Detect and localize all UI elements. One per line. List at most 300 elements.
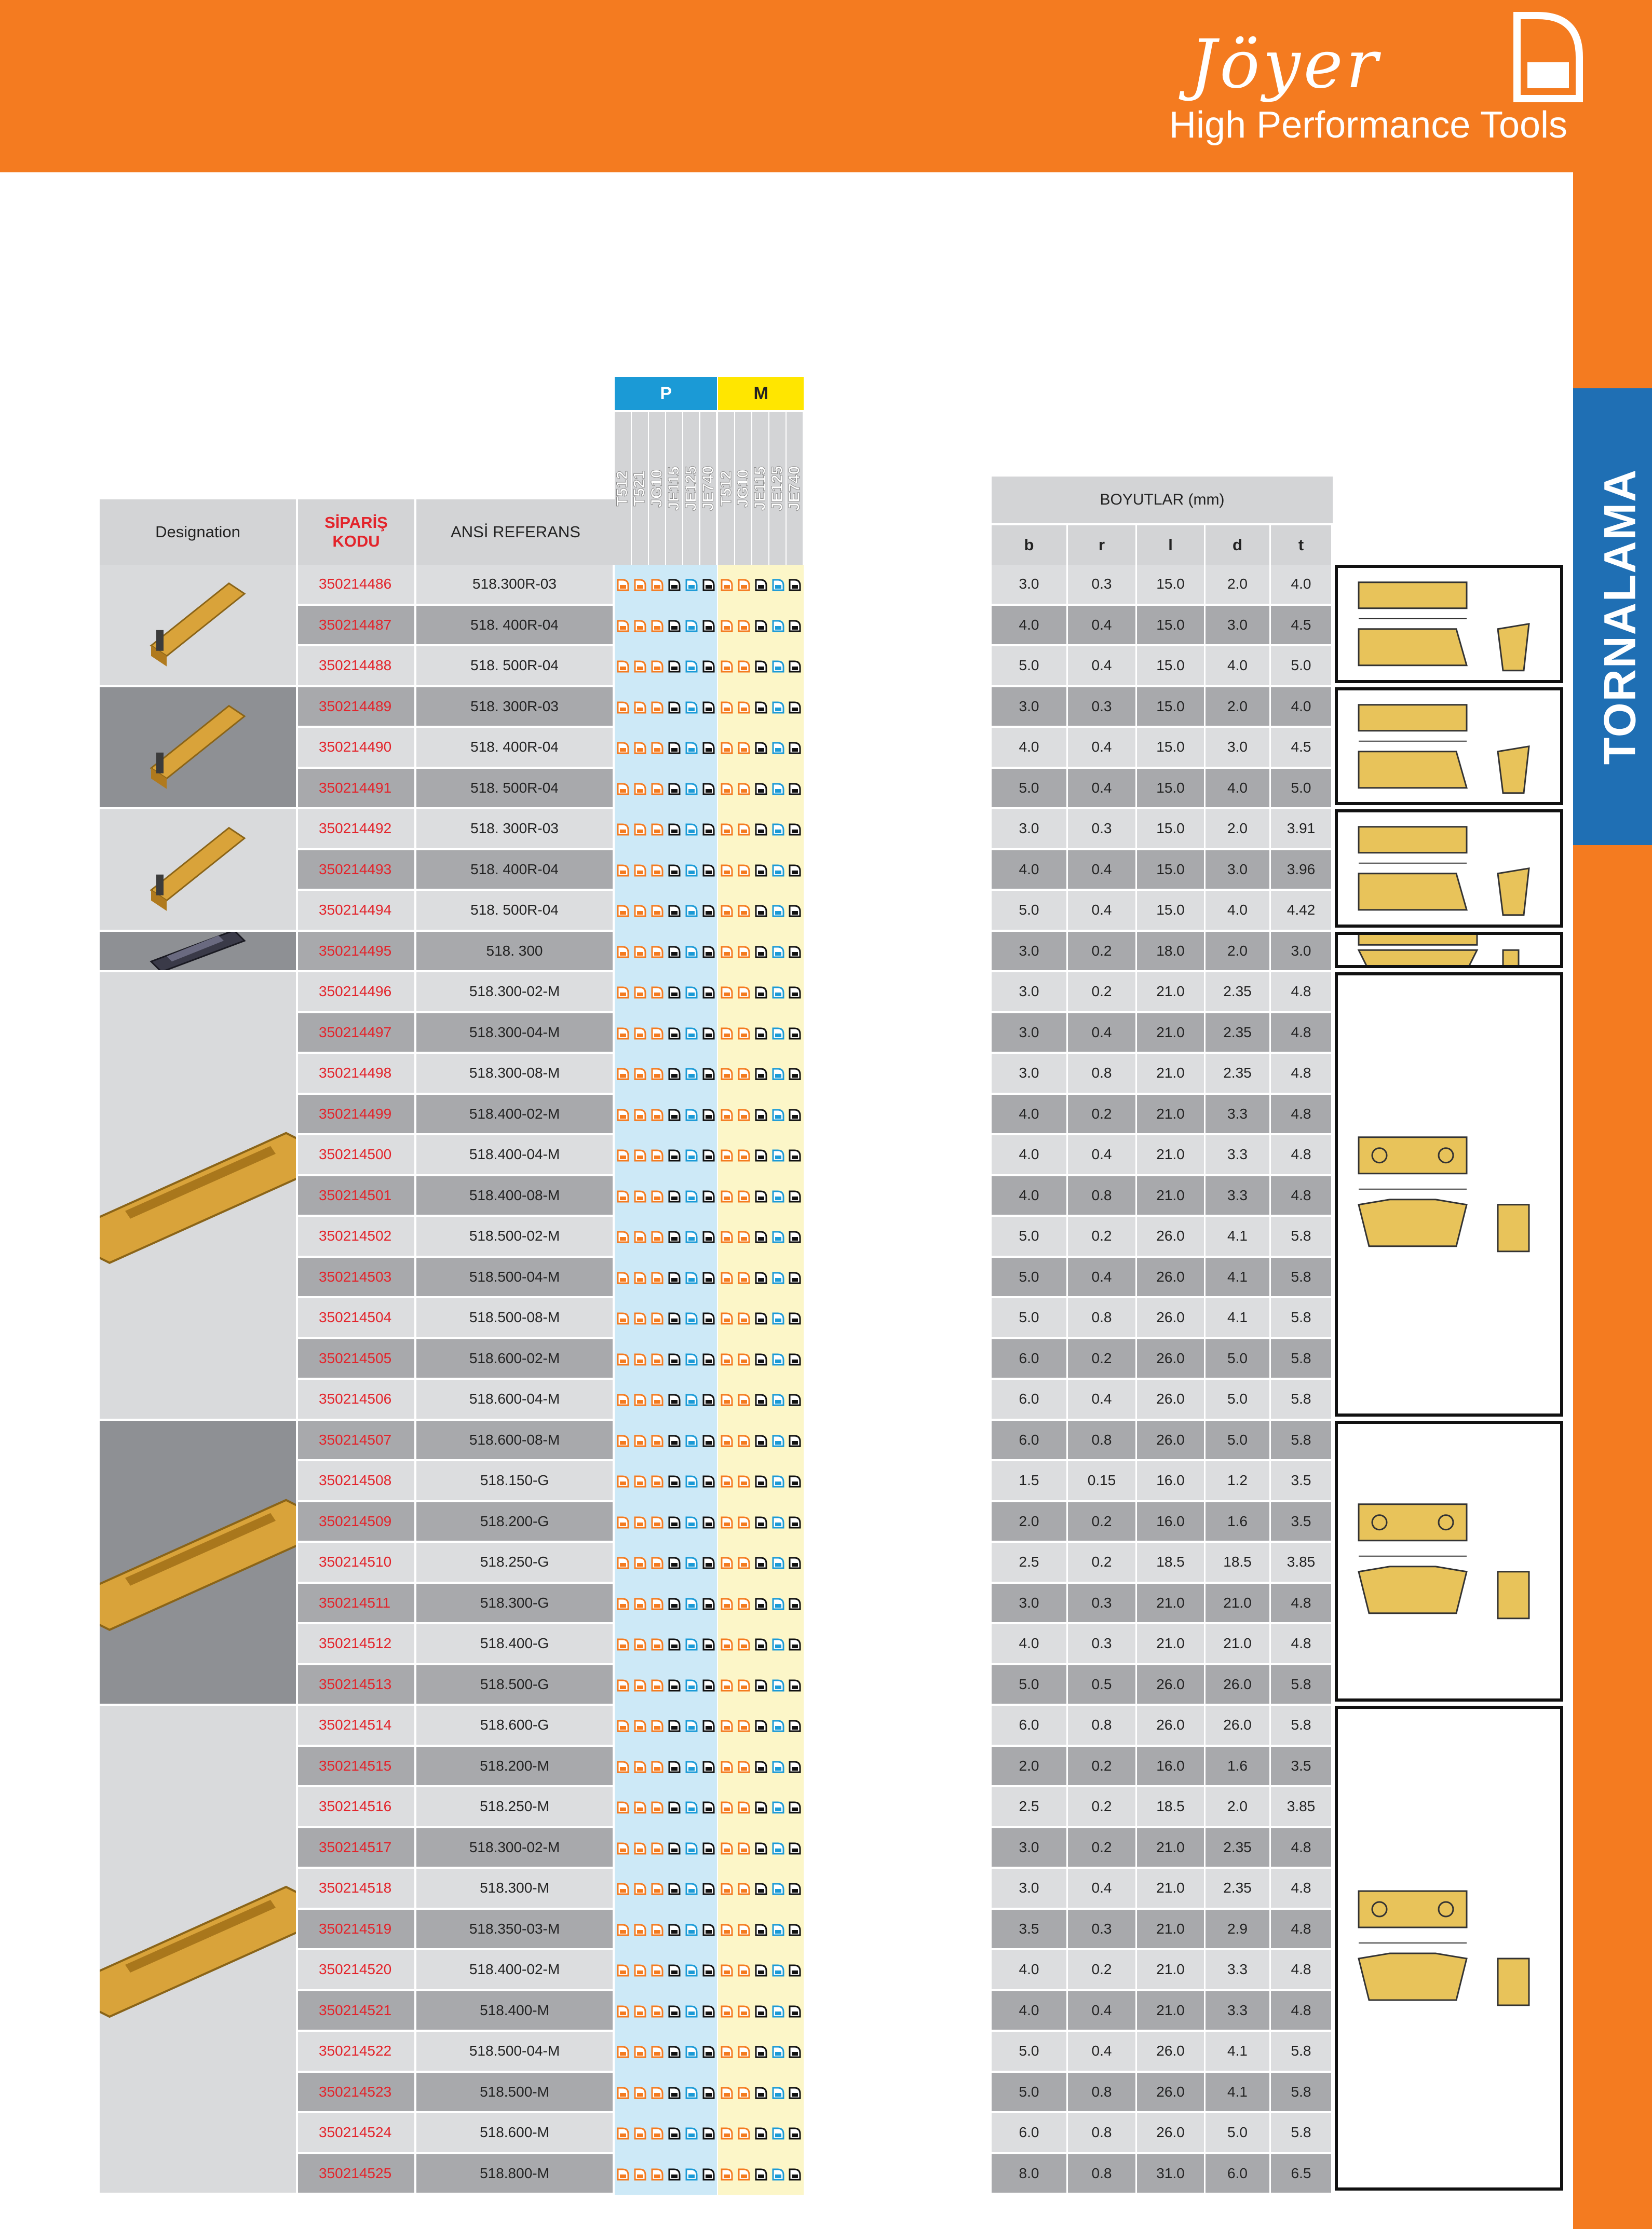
dim-l-cell: 18.5 <box>1137 1543 1204 1582</box>
dim-b-cell: 5.0 <box>992 2032 1066 2071</box>
insert-drawing <box>100 972 296 1419</box>
grade-insert-icon <box>721 1394 733 1406</box>
grade-insert-icon <box>617 1598 629 1610</box>
grade-insert-icon <box>685 1720 698 1732</box>
grade-insert-icon <box>755 905 767 917</box>
grade-insert-icon <box>738 1475 750 1488</box>
order-code-cell: 350214521 <box>298 1991 414 2030</box>
grade-insert-icon <box>789 1720 801 1732</box>
grade-insert-icon <box>721 1475 733 1488</box>
grade-insert-icon <box>685 1801 698 1814</box>
dim-d-cell: 1.6 <box>1206 1747 1269 1786</box>
dimension-diagram-6 <box>1335 1421 1563 1702</box>
grade-insert-icon <box>634 579 646 591</box>
ansi-reference-cell: 518.150-G <box>416 1461 613 1500</box>
grade-insert-icon <box>755 1842 767 1855</box>
grade-insert-icon <box>789 1638 801 1651</box>
grade-insert-icon <box>685 986 698 999</box>
grade-insert-icon <box>789 2127 801 2140</box>
grade-insert-icon <box>721 1149 733 1162</box>
grade-insert-icon <box>651 2046 663 2058</box>
grade-insert-icon <box>651 905 663 917</box>
order-code-cell: 350214522 <box>298 2032 414 2071</box>
grade-insert-icon <box>668 2046 681 2058</box>
grade-insert-icon <box>755 1964 767 1977</box>
grade-insert-icon <box>738 1435 750 1447</box>
dim-b-cell: 3.0 <box>992 972 1066 1011</box>
grade-insert-icon <box>685 1109 698 1121</box>
grade-insert-icon <box>738 620 750 632</box>
dim-b-cell: 5.0 <box>992 1258 1066 1297</box>
grade-insert-icon <box>789 783 801 795</box>
grade-insert-icon <box>738 1272 750 1284</box>
dim-r-cell: 0.2 <box>1068 1502 1135 1541</box>
dim-t-cell: 4.8 <box>1271 1828 1331 1867</box>
order-code-cell: 350214502 <box>298 1217 414 1256</box>
dim-r-cell: 0.4 <box>1068 2032 1135 2071</box>
dim-b-cell: 4.0 <box>992 1176 1066 1215</box>
order-code-cell: 350214510 <box>298 1543 414 1582</box>
grade-insert-icon <box>789 2168 801 2181</box>
dimension-drawing <box>1338 1709 1560 2187</box>
grade-header-jg10-m <box>735 412 751 565</box>
dim-t-cell: 4.8 <box>1271 1054 1331 1093</box>
dim-b-cell: 4.0 <box>992 1135 1066 1174</box>
grade-insert-icon <box>738 1679 750 1692</box>
grade-insert-icon <box>617 1068 629 1080</box>
grade-insert-icon <box>755 1557 767 1569</box>
grade-insert-icon <box>668 1761 681 1773</box>
grade-insert-icon <box>738 2127 750 2140</box>
grade-insert-icon <box>772 1638 784 1651</box>
dim-r-cell: 0.4 <box>1068 1991 1135 2030</box>
grade-header-t512-p <box>615 412 631 565</box>
grade-insert-icon <box>738 2046 750 2058</box>
dimension-drawing <box>1338 975 1560 1413</box>
dim-t-cell: 5.8 <box>1271 1217 1331 1256</box>
grade-insert-icon <box>617 783 629 795</box>
grade-insert-icon <box>668 905 681 917</box>
order-code-cell: 350214517 <box>298 1828 414 1867</box>
grade-insert-icon <box>789 823 801 836</box>
grade-insert-icon <box>685 1435 698 1447</box>
grade-insert-icon <box>634 2127 646 2140</box>
grade-insert-icon <box>789 701 801 714</box>
grade-insert-icon <box>617 1109 629 1121</box>
grade-insert-icon <box>668 1312 681 1325</box>
dim-b-cell: 3.0 <box>992 809 1066 848</box>
grade-insert-icon <box>651 946 663 958</box>
grade-insert-icon <box>789 660 801 673</box>
ansi-reference-cell: 518.500-08-M <box>416 1298 613 1337</box>
dim-t-cell: 5.8 <box>1271 1339 1331 1378</box>
grade-header-je115-m <box>752 412 768 565</box>
order-code-cell: 350214501 <box>298 1176 414 1215</box>
insert-image-6 <box>100 1421 296 1704</box>
dim-r-cell: 0.8 <box>1068 1421 1135 1460</box>
ansi-reference-cell: 518.400-M <box>416 1991 613 2030</box>
grade-insert-icon <box>772 905 784 917</box>
ansi-reference-cell: 518.350-03-M <box>416 1910 613 1949</box>
dim-l-cell: 21.0 <box>1137 1869 1204 1908</box>
grade-insert-icon <box>702 1598 715 1610</box>
dim-r-cell: 0.4 <box>1068 1013 1135 1052</box>
grade-header-jg10-p <box>649 412 665 565</box>
grade-insert-icon <box>634 1353 646 1366</box>
grade-insert-icon <box>651 742 663 754</box>
order-code-cell: 350214490 <box>298 728 414 767</box>
ansi-reference-cell: 518. 500R-04 <box>416 769 613 808</box>
grade-insert-icon <box>668 946 681 958</box>
dim-t-cell: 4.8 <box>1271 1991 1331 2030</box>
grade-insert-icon <box>685 1475 698 1488</box>
grade-insert-icon <box>702 783 715 795</box>
grade-insert-icon <box>651 1272 663 1284</box>
insert-image-3 <box>100 809 296 930</box>
dim-t-cell: 3.91 <box>1271 809 1331 848</box>
dim-r-cell: 0.8 <box>1068 1054 1135 1093</box>
grade-insert-icon <box>721 864 733 877</box>
dim-l-cell: 21.0 <box>1137 1991 1204 2030</box>
grade-insert-icon <box>634 2046 646 2058</box>
grade-insert-icon <box>772 1475 784 1488</box>
grade-insert-icon <box>738 1394 750 1406</box>
grade-insert-icon <box>721 1272 733 1284</box>
dim-b-cell: 4.0 <box>992 1950 1066 1989</box>
grade-insert-icon <box>668 986 681 999</box>
order-code-cell: 350214516 <box>298 1787 414 1826</box>
brand-logo-block <box>1169 21 1568 151</box>
grade-insert-icon <box>738 986 750 999</box>
dim-t-cell: 5.8 <box>1271 2113 1331 2152</box>
material-group-p: P <box>615 377 717 410</box>
grade-insert-icon <box>651 1068 663 1080</box>
ansi-reference-cell: 518.400-04-M <box>416 1135 613 1174</box>
dim-b-cell: 5.0 <box>992 1665 1066 1704</box>
dim-d-cell: 3.3 <box>1206 1950 1269 1989</box>
grade-insert-icon <box>617 660 629 673</box>
grade-insert-icon <box>772 1801 784 1814</box>
dim-header-l: l <box>1137 525 1204 565</box>
grade-insert-icon <box>668 864 681 877</box>
grade-insert-icon <box>651 1231 663 1243</box>
dim-r-cell: 0.4 <box>1068 606 1135 645</box>
dim-r-cell: 0.4 <box>1068 1135 1135 1174</box>
grade-insert-icon <box>617 986 629 999</box>
dim-l-cell: 26.0 <box>1137 2073 1204 2112</box>
dim-l-cell: 26.0 <box>1137 1339 1204 1378</box>
dim-r-cell: 0.3 <box>1068 1910 1135 1949</box>
order-code-cell: 350214524 <box>298 2113 414 2152</box>
dim-t-cell: 4.8 <box>1271 1135 1331 1174</box>
grade-insert-icon <box>755 1516 767 1529</box>
grade-insert-icon <box>617 620 629 632</box>
grade-insert-icon <box>738 1068 750 1080</box>
grade-insert-icon <box>772 1190 784 1203</box>
dim-d-cell: 3.0 <box>1206 606 1269 645</box>
dim-l-cell: 21.0 <box>1137 1950 1204 1989</box>
grade-insert-icon <box>789 742 801 754</box>
grade-insert-icon <box>634 1842 646 1855</box>
grade-insert-icon <box>755 1883 767 1895</box>
dim-b-cell: 5.0 <box>992 646 1066 685</box>
grade-insert-icon <box>789 986 801 999</box>
header-designation: Designation <box>100 499 298 565</box>
ansi-reference-cell: 518.300R-03 <box>416 565 613 604</box>
grade-insert-icon <box>634 1883 646 1895</box>
grade-insert-icon <box>702 1435 715 1447</box>
grade-insert-icon <box>702 1557 715 1569</box>
grade-insert-icon <box>651 1679 663 1692</box>
grade-insert-icon <box>668 1231 681 1243</box>
grade-insert-icon <box>738 1883 750 1895</box>
grade-insert-icon <box>721 1720 733 1732</box>
grade-insert-icon <box>634 2005 646 2018</box>
grade-insert-icon <box>772 783 784 795</box>
grade-insert-icon <box>634 1231 646 1243</box>
dim-t-cell: 5.8 <box>1271 2073 1331 2112</box>
grade-insert-icon <box>634 946 646 958</box>
grade-insert-icon <box>702 1231 715 1243</box>
grade-insert-icon <box>738 1761 750 1773</box>
dim-t-cell: 4.0 <box>1271 565 1331 604</box>
grade-insert-icon <box>651 1924 663 1936</box>
section-tab <box>1573 388 1652 845</box>
order-code-cell: 350214492 <box>298 809 414 848</box>
order-code-cell: 350214506 <box>298 1380 414 1419</box>
dim-r-cell: 0.8 <box>1068 2073 1135 2112</box>
grade-insert-icon <box>668 823 681 836</box>
grade-insert-icon <box>685 2087 698 2099</box>
dim-header-r: r <box>1068 525 1135 565</box>
order-code-cell: 350214519 <box>298 1910 414 1949</box>
dim-t-cell: 4.5 <box>1271 728 1331 767</box>
grade-insert-icon <box>789 620 801 632</box>
dim-d-cell: 4.1 <box>1206 1258 1269 1297</box>
grade-insert-icon <box>668 1149 681 1162</box>
grade-insert-icon <box>634 742 646 754</box>
grade-insert-icon <box>721 701 733 714</box>
grade-insert-icon <box>634 1027 646 1040</box>
dim-b-cell: 3.0 <box>992 687 1066 726</box>
grade-insert-icon <box>685 1924 698 1936</box>
grade-insert-icon <box>617 701 629 714</box>
grade-insert-icon <box>702 1068 715 1080</box>
grade-insert-icon <box>634 905 646 917</box>
grade-insert-icon <box>617 1353 629 1366</box>
dim-l-cell: 16.0 <box>1137 1502 1204 1541</box>
grade-insert-icon <box>789 1598 801 1610</box>
grade-insert-icon <box>651 1149 663 1162</box>
grade-insert-icon <box>772 579 784 591</box>
grade-insert-icon <box>634 986 646 999</box>
dim-l-cell: 15.0 <box>1137 728 1204 767</box>
grade-insert-icon <box>738 1924 750 1936</box>
grade-insert-icon <box>789 2087 801 2099</box>
ansi-reference-cell: 518.500-04-M <box>416 2032 613 2071</box>
grade-insert-icon <box>617 2168 629 2181</box>
dim-b-cell: 3.0 <box>992 1013 1066 1052</box>
ansi-reference-cell: 518.600-04-M <box>416 1380 613 1419</box>
grade-header-label: JE125 <box>682 466 700 511</box>
grade-insert-icon <box>668 2127 681 2140</box>
grade-insert-icon <box>617 1761 629 1773</box>
grade-insert-icon <box>789 1924 801 1936</box>
grade-insert-icon <box>617 1557 629 1569</box>
order-code-cell: 350214505 <box>298 1339 414 1378</box>
grade-header-je125-m <box>769 412 786 565</box>
grade-insert-icon <box>685 1598 698 1610</box>
order-code-cell: 350214511 <box>298 1584 414 1623</box>
grade-insert-icon <box>721 905 733 917</box>
dim-b-cell: 5.0 <box>992 1217 1066 1256</box>
dim-d-cell: 3.3 <box>1206 1135 1269 1174</box>
dim-r-cell: 0.2 <box>1068 972 1135 1011</box>
grade-insert-icon <box>738 1801 750 1814</box>
order-code-cell: 350214514 <box>298 1706 414 1745</box>
ansi-reference-cell: 518.200-G <box>416 1502 613 1541</box>
grade-insert-icon <box>668 1190 681 1203</box>
grade-insert-icon <box>617 2046 629 2058</box>
brand-logo-icon <box>1507 10 1590 104</box>
grade-insert-icon <box>738 660 750 673</box>
grade-header-label: T512 <box>614 470 631 507</box>
grade-insert-icon <box>721 1068 733 1080</box>
dim-t-cell: 4.8 <box>1271 972 1331 1011</box>
grade-insert-icon <box>721 2127 733 2140</box>
grade-header-label: JE115 <box>665 466 683 511</box>
grade-insert-icon <box>721 1964 733 1977</box>
grade-insert-icon <box>685 1068 698 1080</box>
order-code-cell: 350214499 <box>298 1095 414 1134</box>
order-code-cell: 350214495 <box>298 932 414 971</box>
grade-insert-icon <box>738 1964 750 1977</box>
grade-insert-icon <box>702 1842 715 1855</box>
grade-insert-icon <box>755 1598 767 1610</box>
grade-insert-icon <box>702 864 715 877</box>
dim-b-cell: 3.0 <box>992 1584 1066 1623</box>
dim-l-cell: 26.0 <box>1137 2113 1204 2152</box>
dim-d-cell: 4.0 <box>1206 891 1269 930</box>
grade-insert-icon <box>651 864 663 877</box>
grade-insert-icon <box>702 1924 715 1936</box>
grade-insert-icon <box>685 620 698 632</box>
grade-insert-icon <box>685 2005 698 2018</box>
dim-b-cell: 6.0 <box>992 1339 1066 1378</box>
dim-l-cell: 18.5 <box>1137 1787 1204 1826</box>
dim-b-cell: 2.0 <box>992 1502 1066 1541</box>
grade-insert-icon <box>738 1109 750 1121</box>
ansi-reference-cell: 518. 500R-04 <box>416 891 613 930</box>
dim-l-cell: 18.0 <box>1137 932 1204 971</box>
grade-insert-icon <box>617 1720 629 1732</box>
grade-insert-icon <box>755 1679 767 1692</box>
grade-insert-icon <box>755 864 767 877</box>
grade-insert-icon <box>702 1272 715 1284</box>
grade-insert-icon <box>721 1312 733 1325</box>
dim-d-cell: 26.0 <box>1206 1706 1269 1745</box>
grade-insert-icon <box>755 1761 767 1773</box>
grade-insert-icon <box>789 1394 801 1406</box>
grade-insert-icon <box>651 823 663 836</box>
dimension-drawing <box>1338 935 1560 966</box>
grade-insert-icon <box>617 579 629 591</box>
dim-r-cell: 0.3 <box>1068 1584 1135 1623</box>
grade-insert-icon <box>755 1109 767 1121</box>
grade-insert-icon <box>634 1516 646 1529</box>
dim-b-cell: 5.0 <box>992 891 1066 930</box>
insert-drawing <box>100 809 296 930</box>
grade-insert-icon <box>755 1720 767 1732</box>
order-code-cell: 350214523 <box>298 2073 414 2112</box>
grade-insert-icon <box>772 620 784 632</box>
grade-insert-icon <box>755 1394 767 1406</box>
grade-insert-icon <box>685 2127 698 2140</box>
ansi-reference-cell: 518. 400R-04 <box>416 850 613 889</box>
grade-insert-icon <box>668 701 681 714</box>
dim-b-cell: 4.0 <box>992 728 1066 767</box>
grade-insert-icon <box>651 986 663 999</box>
grade-header-je740-p <box>700 412 716 565</box>
grade-header-je740-m <box>787 412 803 565</box>
grade-insert-icon <box>702 2127 715 2140</box>
grade-insert-icon <box>772 1312 784 1325</box>
grade-insert-icon <box>668 1272 681 1284</box>
grade-insert-icon <box>772 1231 784 1243</box>
insert-image-1 <box>100 565 296 685</box>
grade-insert-icon <box>617 1883 629 1895</box>
dim-t-cell: 5.0 <box>1271 769 1331 808</box>
dim-l-cell: 15.0 <box>1137 646 1204 685</box>
dim-r-cell: 0.8 <box>1068 1298 1135 1337</box>
grade-insert-icon <box>789 1027 801 1040</box>
grade-insert-icon <box>738 742 750 754</box>
dim-header-t: t <box>1271 525 1331 565</box>
grade-header-je115-p <box>666 412 682 565</box>
grade-insert-icon <box>755 986 767 999</box>
grade-insert-icon <box>772 1883 784 1895</box>
dimensions-header: BOYUTLAR (mm) <box>992 477 1333 523</box>
grade-insert-icon <box>668 1557 681 1569</box>
grade-insert-icon <box>755 1312 767 1325</box>
grade-insert-icon <box>721 1557 733 1569</box>
dim-t-cell: 3.85 <box>1271 1787 1331 1826</box>
dim-l-cell: 21.0 <box>1137 1135 1204 1174</box>
order-code-cell: 350214488 <box>298 646 414 685</box>
grade-insert-icon <box>721 1842 733 1855</box>
grade-insert-icon <box>668 660 681 673</box>
dim-l-cell: 26.0 <box>1137 1298 1204 1337</box>
grade-insert-icon <box>651 1720 663 1732</box>
ansi-reference-cell: 518.400-02-M <box>416 1950 613 1989</box>
grade-insert-icon <box>685 823 698 836</box>
grade-insert-icon <box>668 620 681 632</box>
grade-insert-icon <box>651 1353 663 1366</box>
grade-insert-icon <box>651 1190 663 1203</box>
dim-l-cell: 31.0 <box>1137 2154 1204 2193</box>
grade-insert-icon <box>651 1761 663 1773</box>
grade-insert-icon <box>738 1027 750 1040</box>
dim-d-cell: 21.0 <box>1206 1584 1269 1623</box>
grade-insert-icon <box>702 1516 715 1529</box>
dim-r-cell: 0.2 <box>1068 1828 1135 1867</box>
dim-d-cell: 2.0 <box>1206 809 1269 848</box>
grade-insert-icon <box>634 2168 646 2181</box>
grade-insert-icon <box>617 946 629 958</box>
grade-insert-icon <box>772 701 784 714</box>
grade-insert-icon <box>789 1312 801 1325</box>
dim-t-cell: 4.8 <box>1271 1095 1331 1134</box>
